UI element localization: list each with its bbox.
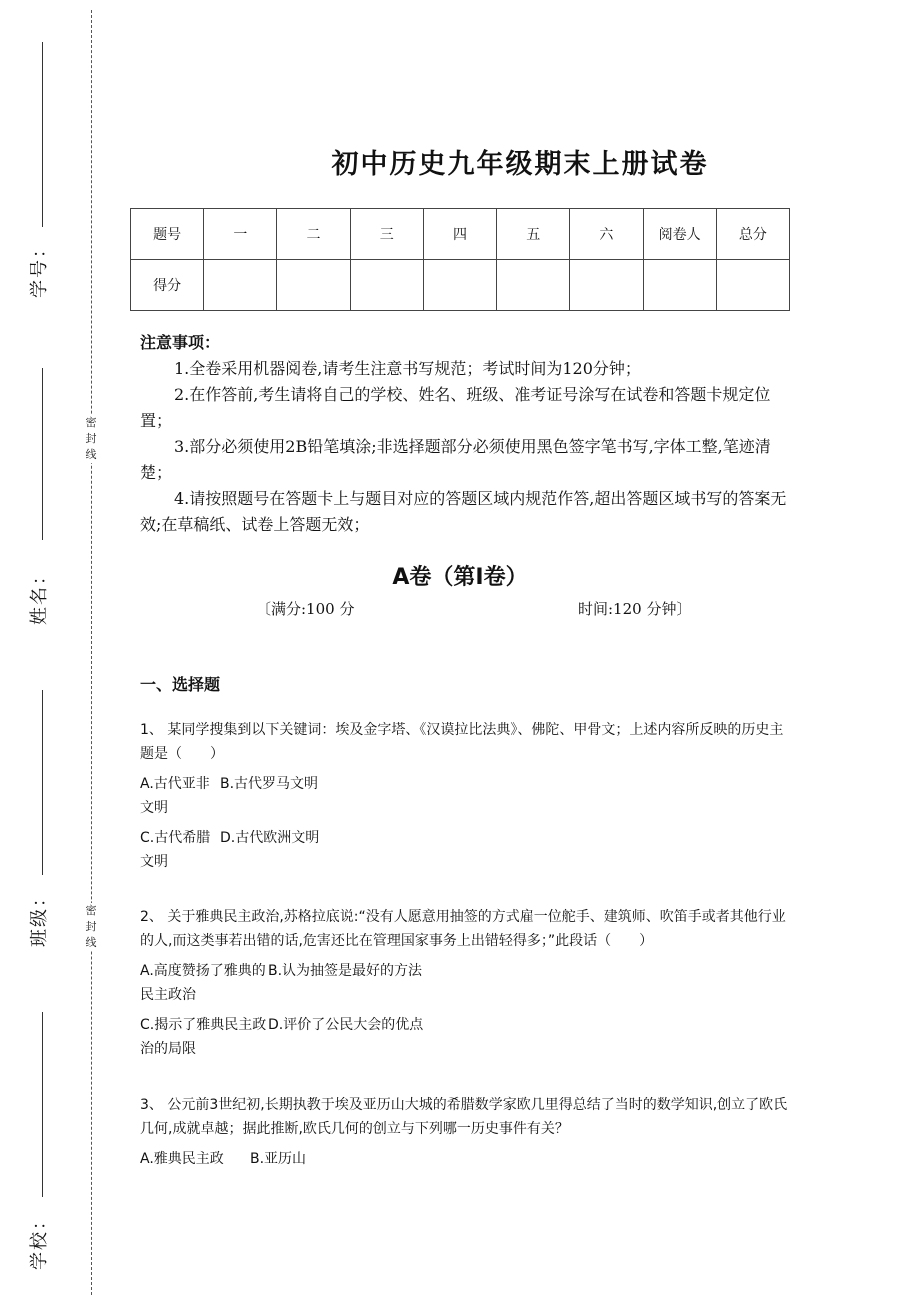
full-score-label: 〔满分:100 分 [256,600,355,618]
score-header-cell: 阅卷人 [643,209,716,260]
score-header-cell: 二 [277,209,350,260]
score-header-cell: 三 [350,209,423,260]
option-c[interactable]: C.古代希腊文明 [140,830,211,870]
question-stem: 3、 公元前3世纪初,长期执教于埃及亚历山大城的希腊数学家欧几里得总结了当时的数学知识,创立了欧氏几何,成就卓越；据此推断,欧氏几何的创立与下列哪一历史事件有关？ [140,1097,788,1137]
score-table-score-row [131,260,790,311]
exam-title: 初中历史九年级期末上册试卷 [331,149,709,180]
school-label: 学校： [29,1210,50,1270]
score-header-cell: 一 [204,209,277,260]
question-3 [140,1093,790,1171]
score-header-cell: 总分 [716,209,789,260]
question-2 [140,905,790,1061]
notes-heading: 注意事项： [140,333,221,352]
class-fill-line[interactable] [42,690,43,875]
score-header-cell: 题号 [131,209,204,260]
score-table-header-row [131,209,790,260]
student-id-label: 学号： [29,238,50,298]
note-item: 2.在作答前,考生请将自己的学校、姓名、班级、准考证号涂写在试卷和答题卡规定位置； [140,385,771,430]
score-cell[interactable] [423,260,496,311]
seal-line-mark-bottom: 密 封 线 [85,904,97,949]
score-header-cell: 六 [570,209,643,260]
score-cell[interactable] [204,260,277,311]
score-cell[interactable] [570,260,643,311]
binding-dashed-line [91,10,92,1295]
score-header-cell: 五 [497,209,570,260]
option-d[interactable]: D.古代欧洲文明 [220,830,320,846]
question-stem: 2、 关于雅典民主政治,苏格拉底说:“没有人愿意用抽签的方式雇一位舵手、建筑师、吹笛手或者其他行业的人,而这类事若出错的话,危害还比在管理国家事务上出错轻得多；”此段话（ ） [140,909,786,949]
note-item: 1.全卷采用机器阅卷,请考生注意书写规范；考试时间为120分钟； [174,359,641,378]
note-item: 3.部分必须使用2B铅笔填涂;非选择题部分必须使用黑色签字笔书写,字体工整,笔迹清楚； [140,437,771,482]
option-a[interactable]: A.雅典民主政 [140,1151,224,1167]
score-header-cell: 四 [423,209,496,260]
question-1 [140,718,790,874]
score-cell[interactable] [643,260,716,311]
school-fill-line[interactable] [42,1012,43,1197]
student-id-fill-line[interactable] [42,42,43,227]
score-cell[interactable] [716,260,789,311]
question-stem: 1、 某同学搜集到以下关键词：埃及金字塔、《汉谟拉比法典》、佛陀、甲骨文；上述内容所反映的历史主题是（ ） [140,722,784,762]
class-label: 班级： [29,887,50,947]
section-title: A卷（第I卷） [392,565,528,590]
option-d[interactable]: D.评价了公民大会的优点 [268,1017,424,1033]
name-fill-line[interactable] [42,368,43,540]
option-b[interactable]: B.认为抽签是最好的方法 [268,963,423,979]
score-cell[interactable] [277,260,350,311]
option-a[interactable]: A.古代亚非文明 [140,776,210,816]
score-row-label: 得分 [131,260,204,311]
note-item: 4.请按照题号在答题卡上与题目对应的答题区域内规范作答,超出答题区域书写的答案无效;在草稿纸、试卷上答题无效； [140,489,787,534]
score-cell[interactable] [497,260,570,311]
option-c[interactable]: C.揭示了雅典民主政治的局限 [140,1017,267,1057]
option-a[interactable]: A.高度赞扬了雅典的民主政治 [140,963,266,1003]
score-cell[interactable] [350,260,423,311]
name-label: 姓名： [29,565,50,625]
exam-notes [140,330,790,538]
seal-line-mark-top: 密 封 线 [85,416,97,461]
score-table [130,208,790,311]
time-label: 时间:120 分钟〕 [578,600,692,618]
part-heading: 一、选择题 [140,675,221,694]
option-b[interactable]: B.古代罗马文明 [220,776,319,792]
option-b[interactable]: B.亚历山 [250,1151,307,1167]
